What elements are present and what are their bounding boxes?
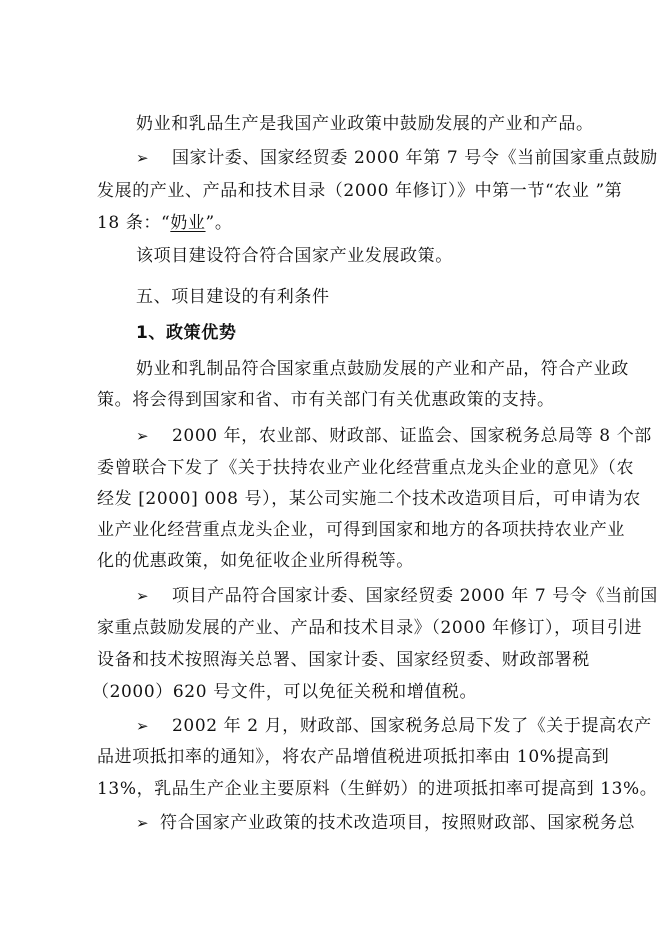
paragraph-line: 奶业和乳制品符合国家重点鼓励发展的产业和产品，符合产业政 [136,359,629,379]
bullet-item-line: （2000）620 号文件，可以免征关税和增值税。 [92,682,478,702]
arrow-bullet-icon: ➢ [136,717,150,735]
bullet-item-line: 家重点鼓励发展的产业、产品和技术目录》（2000 年修订），项目引进 [97,618,643,638]
bullet-text: 符合国家产业政策的技术改造项目，按照财政部、国家税务总 [160,813,636,833]
arrow-bullet-icon: ➢ [136,149,150,167]
bullet-item-line [136,585,658,607]
paragraph-line: 该项目建设符合符合国家产业发展政策。 [136,246,453,266]
bullet-item-line: 委曾联合下发了《关于扶持农业产业化经营重点龙头企业的意见》（农 [97,458,635,478]
bullet-text: 2002 年 2 月，财政部、国家税务总局下发了《关于提高农产 [172,716,652,736]
bullet-text: 国家计委、国家经贸委 2000 年第 7 号令《当前国家重点鼓励 [172,148,658,168]
arrow-bullet-icon: ➢ [136,587,150,605]
arrow-bullet-icon: ➢ [136,427,150,445]
bullet-item-line: 设备和技术按照海关总署、国家计委、国家经贸委、财政部署税 [97,650,590,670]
bullet-item-line: 化的优惠政策，如免征收企业所得税等。 [97,551,414,571]
bullet-item-line: 业产业化经营重点龙头企业，可得到国家和地方的各项扶持农业产业 [97,520,625,540]
section-heading: 五、项目建设的有利条件 [136,287,330,307]
underlined-term: 奶业 [170,213,206,233]
bullet-text: 项目产品符合国家计委、国家经贸委 2000 年 7 号令《当前国 [172,586,658,606]
bullet-text: ”。 [205,213,233,233]
paragraph-line: 策。将会得到国家和省、市有关部门有关优惠政策的支持。 [97,390,555,410]
paragraph-line: 奶业和乳品生产是我国产业政策中鼓励发展的产业和产品。 [136,114,594,134]
bullet-item-line [136,715,652,737]
arrow-bullet-icon: ➢ [136,814,150,832]
bullet-item-line [97,212,232,234]
bullet-item-line [136,425,652,447]
bullet-text: 2000 年，农业部、财政部、证监会、国家税务总局等 8 个部 [172,426,652,446]
bullet-item-line: 品进项抵扣率的通知》，将农产品增值税进项抵扣率由 10%提高到 [97,747,610,767]
bullet-item-line: 发展的产业、产品和技术目录（2000 年修订）》中第一节“农业 ”第 [97,181,623,201]
bullet-item-line: 13%，乳品生产企业主要原料（生鲜奶）的进项抵扣率可提高到 13%。 [97,779,658,799]
bullet-text: 18 条：“ [97,213,171,233]
bullet-item-line [136,147,658,169]
subsection-heading: 1、政策优势 [136,323,237,343]
bullet-item-line: 经发 [2000] 008 号），某公司实施二个技术改造项目后，可申请为农 [97,489,641,509]
bullet-item-line [136,812,635,834]
